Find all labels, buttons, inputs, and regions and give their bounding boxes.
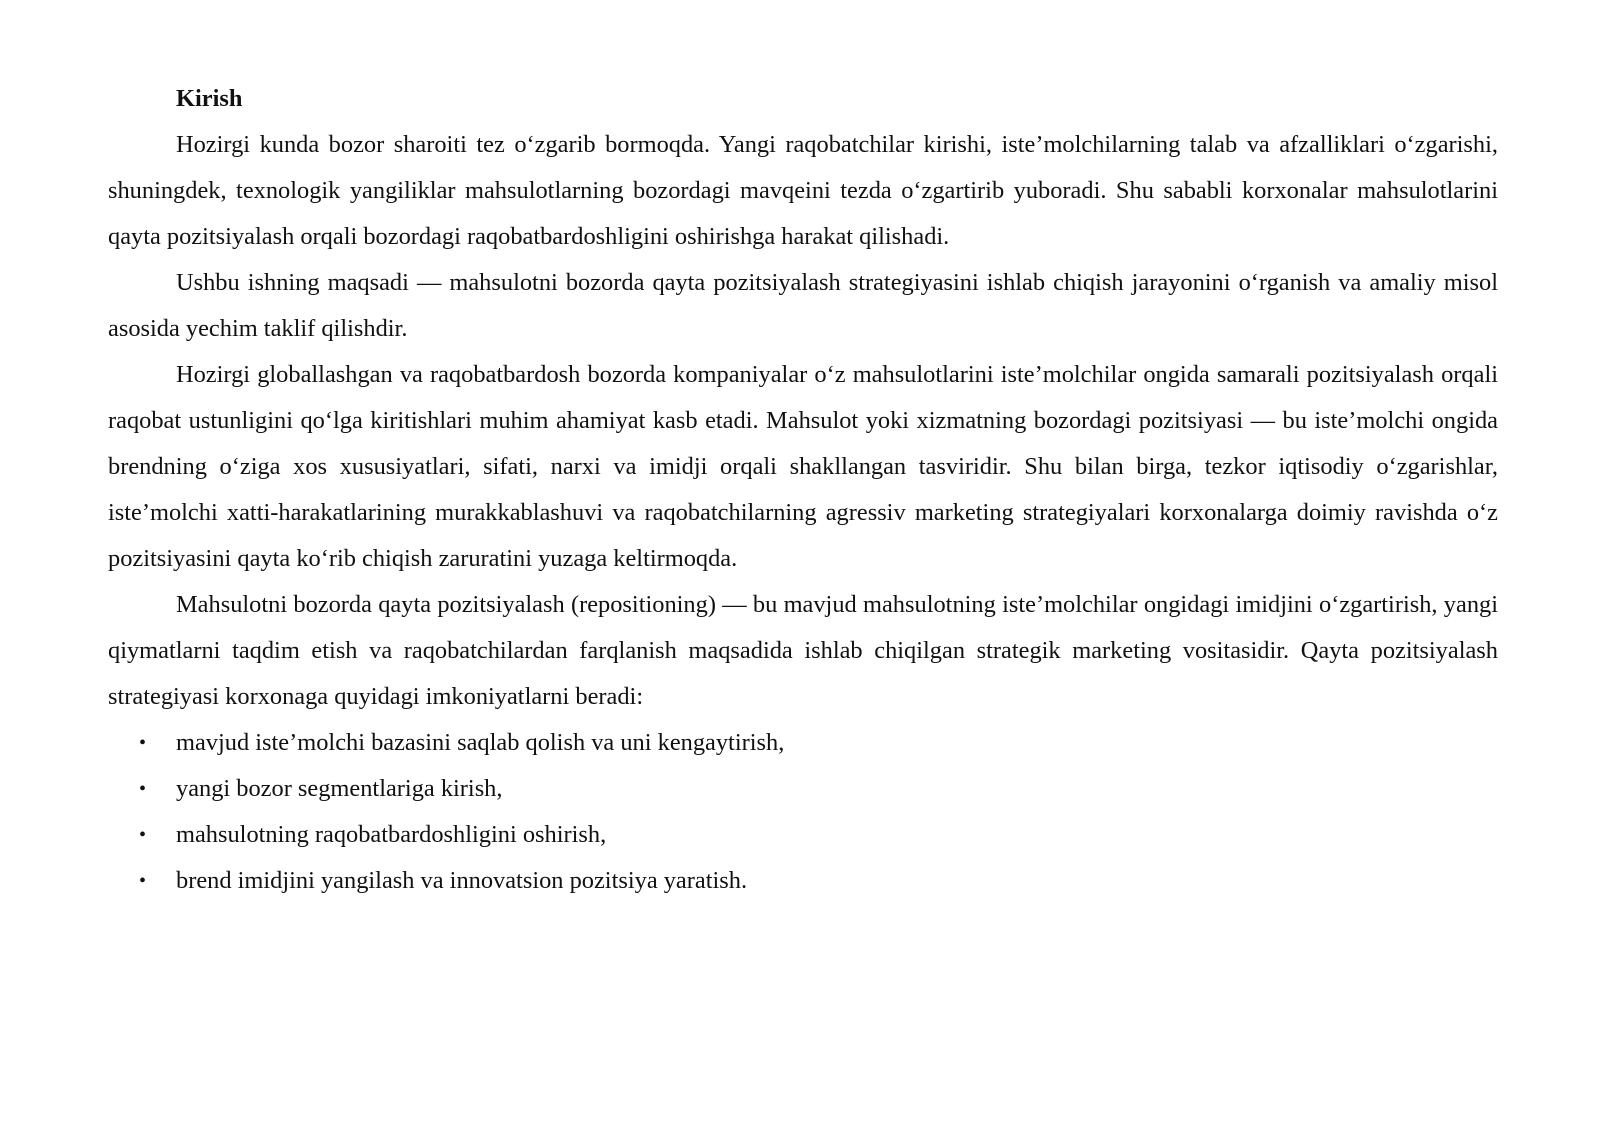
list-item-text: mahsulotning raqobatbardoshligini oshirish, bbox=[176, 821, 607, 848]
bullet-icon: • bbox=[139, 778, 147, 800]
list-item bbox=[108, 766, 1498, 812]
bullet-icon: • bbox=[139, 732, 147, 754]
list-item bbox=[108, 858, 1498, 904]
document-body bbox=[108, 76, 1498, 904]
list-item-text: yangi bozor segmentlariga kirish, bbox=[176, 775, 503, 802]
list-item-text: brend imidjini yangilash va innovatsion pozitsiya yaratish. bbox=[176, 867, 748, 894]
section-heading: Kirish bbox=[176, 85, 243, 112]
paragraph-positioning: Hozirgi globallashgan va raqobatbardosh bozorda kompaniyalar o‘z mahsulotlarini iste’molchilar ongida samarali pozitsiyalash orqali raqobat ustunligini qo‘lga kiritishlari muhim ahamiyat kasb etadi. Mahsulot yoki xizmatning bozordagi pozitsiyasi — bu iste’molchi ongida brendning o‘ziga xos xususiyatlari, sifati, narxi va imidji orqali shakllangan tasviridir. Shu bilan birga, tezkor iqtisodiy o‘zgarishlar, iste’molchi xatti-harakatlarining murakkablashuvi va raqobatchilarning agressiv marketing strategiyalari korxonalarga doimiy ravishda o‘z pozitsiyasini qayta ko‘rib chiqish zaruratini yuzaga keltirmoqda. bbox=[108, 361, 1498, 572]
paragraph-repositioning: Mahsulotni bozorda qayta pozitsiyalash (repositioning) — bu mavjud mahsulotning iste’molchilar ongidagi imidjini o‘zgartirish, yangi qiymatlarni taqdim etish va raqobatchilardan farqlanish maqsadida ishlab chiqilgan strategik marketing vositasidir. Qayta pozitsiyalash strategiyasi korxonaga quyidagi imkoniyatlarni beradi: bbox=[108, 591, 1498, 710]
bullet-icon: • bbox=[139, 824, 147, 846]
benefits-list bbox=[108, 720, 1498, 904]
list-item bbox=[108, 812, 1498, 858]
list-item bbox=[108, 720, 1498, 766]
paragraph-goal: Ushbu ishning maqsadi — mahsulotni bozorda qayta pozitsiyalash strategiyasini ishlab chiqish jarayonini o‘rganish va amaliy misol asosida yechim taklif qilishdir. bbox=[108, 269, 1498, 342]
bullet-icon: • bbox=[139, 870, 147, 892]
paragraph-intro: Hozirgi kunda bozor sharoiti tez o‘zgarib bormoqda. Yangi raqobatchilar kirishi, iste’molchilarning talab va afzalliklari o‘zgarishi, shuningdek, texnologik yangiliklar mahsulotlarning bozordagi mavqeini tezda o‘zgartirib yuboradi. Shu sababli korxonalar mahsulotlarini qayta pozitsiyalash orqali bozordagi raqobatbardoshligini oshirishga harakat qilishadi. bbox=[108, 131, 1498, 250]
list-item-text: mavjud iste’molchi bazasini saqlab qolish va uni kengaytirish, bbox=[176, 729, 785, 756]
